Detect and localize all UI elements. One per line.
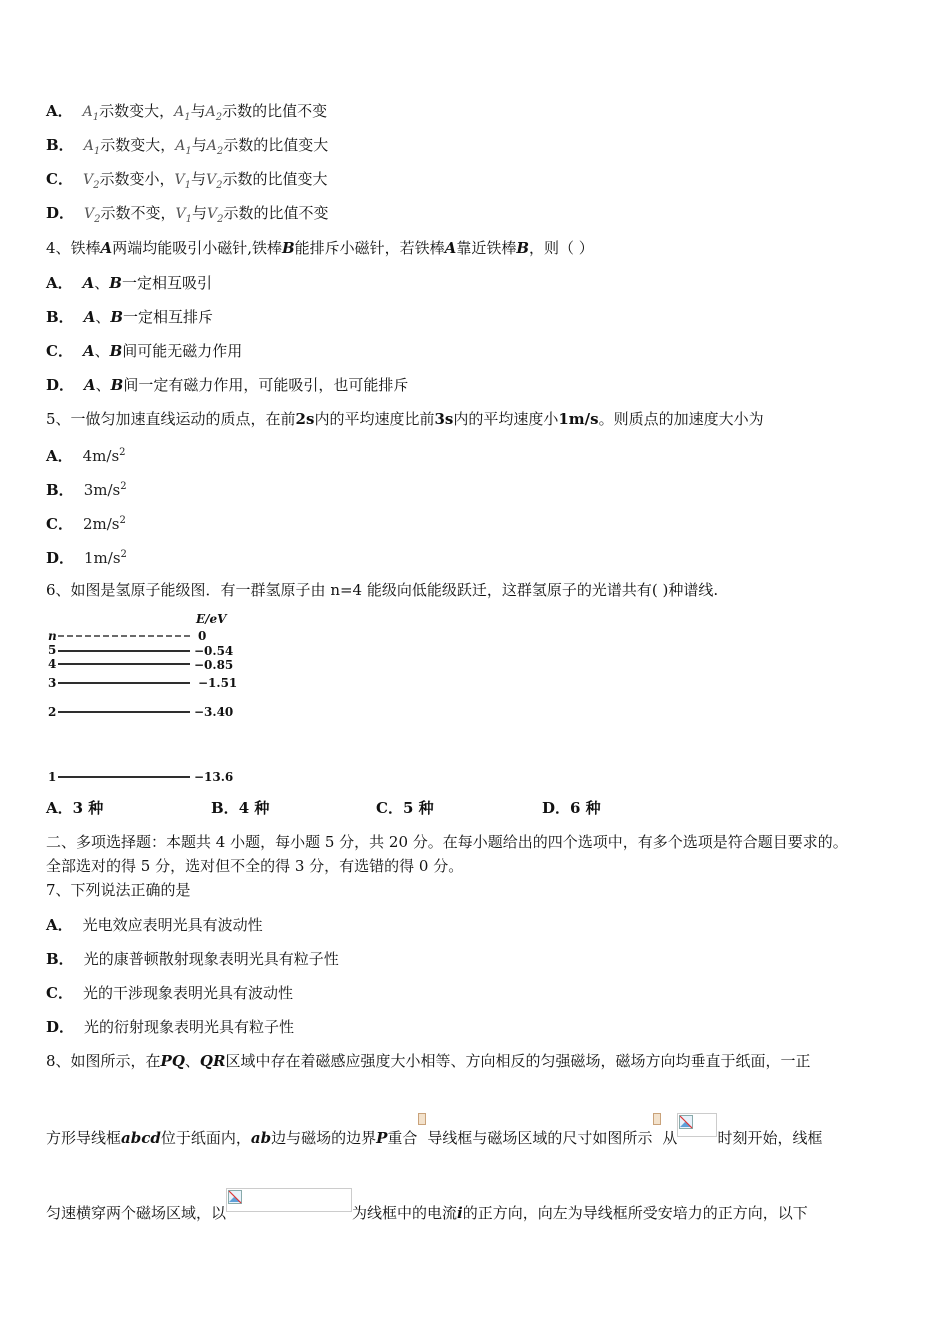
q4-option: A． A、B一定相互吸引 — [46, 274, 212, 292]
q7-option: D． 光的衍射现象表明光具有粒子性 — [46, 1018, 295, 1036]
q8-line2: 方形导线框abcd位于纸面内，ab边与磁场的边界P重合 导线框与磁场区域的尺寸如图所示 从 时刻开始，线框 — [46, 1113, 822, 1148]
q4-stem: 4、铁棒A两端均能吸引小磁针,铁棒B能排斥小磁针，若铁棒A靠近铁棒B，则（ ） — [46, 239, 594, 257]
energy-level-diagram — [44, 608, 244, 790]
q5-option: A． $4m/s^2$ — [46, 447, 126, 465]
section2-line1: 二、多项选择题：本题共 4 小题，每小题 5 分，共 20 分。在每小题给出的四个选项中，有多个选项是符合题目要求的。 — [46, 833, 848, 851]
broken-image-icon — [653, 1113, 661, 1125]
q6-stem: 6、如图是氢原子能级图．有一群氢原子由 n=4 能级向低能级跃迁，这群氢原子的光谱共有( )种谱线. — [46, 581, 719, 599]
level-n-label: n — [48, 629, 57, 643]
level-2-label: 2 — [48, 705, 57, 719]
broken-image-icon — [226, 1188, 352, 1212]
section2-line2: 全部选对的得 5 分，选对但不全的得 3 分，有选错的得 0 分。 — [46, 857, 464, 875]
q6-option-c: C．5 种 — [376, 799, 434, 817]
q7-option: C． 光的干涉现象表明光具有波动性 — [46, 984, 293, 1002]
level-3-label: 3 — [48, 676, 57, 690]
q5-stem: 5、一做匀加速直线运动的质点，在前2s内的平均速度比前3s内的平均速度小1m/s。则质点的加速度大小为 — [46, 410, 764, 428]
q4-option: C． A、B间可能无磁力作用 — [46, 342, 243, 360]
q3-option: B． $A_1$示数变大，$A_1$与$A_2$示数的比值变大 — [46, 136, 329, 157]
q6-option-d: D．6 种 — [542, 799, 601, 817]
level-n-energy: 0 — [198, 629, 207, 643]
level-5-label: 5 — [48, 643, 57, 657]
level-1-energy: −13.6 — [194, 770, 234, 784]
q6-options — [46, 797, 746, 817]
q7-stem: 7、下列说法正确的是 — [46, 881, 191, 899]
level-2-energy: −3.40 — [194, 705, 234, 719]
q8-line3: 匀速横穿两个磁场区域，以 为线框中的电流i的正方向，向左为导线框所受安培力的正方向，以下 — [46, 1188, 808, 1223]
q6-option-b: B．4 种 — [211, 799, 270, 817]
level-4-label: 4 — [48, 657, 57, 671]
q5-option: D． $1m/s^2$ — [46, 549, 127, 567]
q7-option: A． 光电效应表明光具有波动性 — [46, 916, 263, 934]
level-5-energy: −0.54 — [194, 644, 234, 658]
level-1-label: 1 — [48, 770, 57, 784]
q4-option: D． A、B间一定有磁力作用，可能吸引，也可能排斥 — [46, 376, 409, 394]
broken-image-icon — [677, 1113, 717, 1137]
q3-option: A． $A_1$示数变大，$A_1$与$A_2$示数的比值不变 — [46, 102, 328, 123]
q5-option: C． $2m/s^2$ — [46, 515, 126, 533]
broken-image-icon — [418, 1113, 426, 1125]
q3-option: C． $V_2$示数变小，$V_1$与$V_2$示数的比值变大 — [46, 170, 328, 191]
level-4-energy: −0.85 — [194, 658, 234, 672]
q3-option: D． $V_2$示数不变，$V_1$与$V_2$示数的比值不变 — [46, 204, 329, 225]
q7-option: B． 光的康普顿散射现象表明光具有粒子性 — [46, 950, 339, 968]
q6-option-a: A．3 种 — [46, 799, 104, 817]
q4-option: B． A、B一定相互排斥 — [46, 308, 214, 326]
level-3-energy: −1.51 — [198, 676, 238, 690]
q5-option: B． $3m/s^2$ — [46, 481, 127, 499]
q8-line1: 8、如图所示，在PQ、QR区域中存在着磁感应强度大小相等、方向相反的匀强磁场，磁场方向均垂直于纸面，一正 — [46, 1052, 811, 1070]
energy-axis-label: E/eV — [196, 612, 227, 626]
